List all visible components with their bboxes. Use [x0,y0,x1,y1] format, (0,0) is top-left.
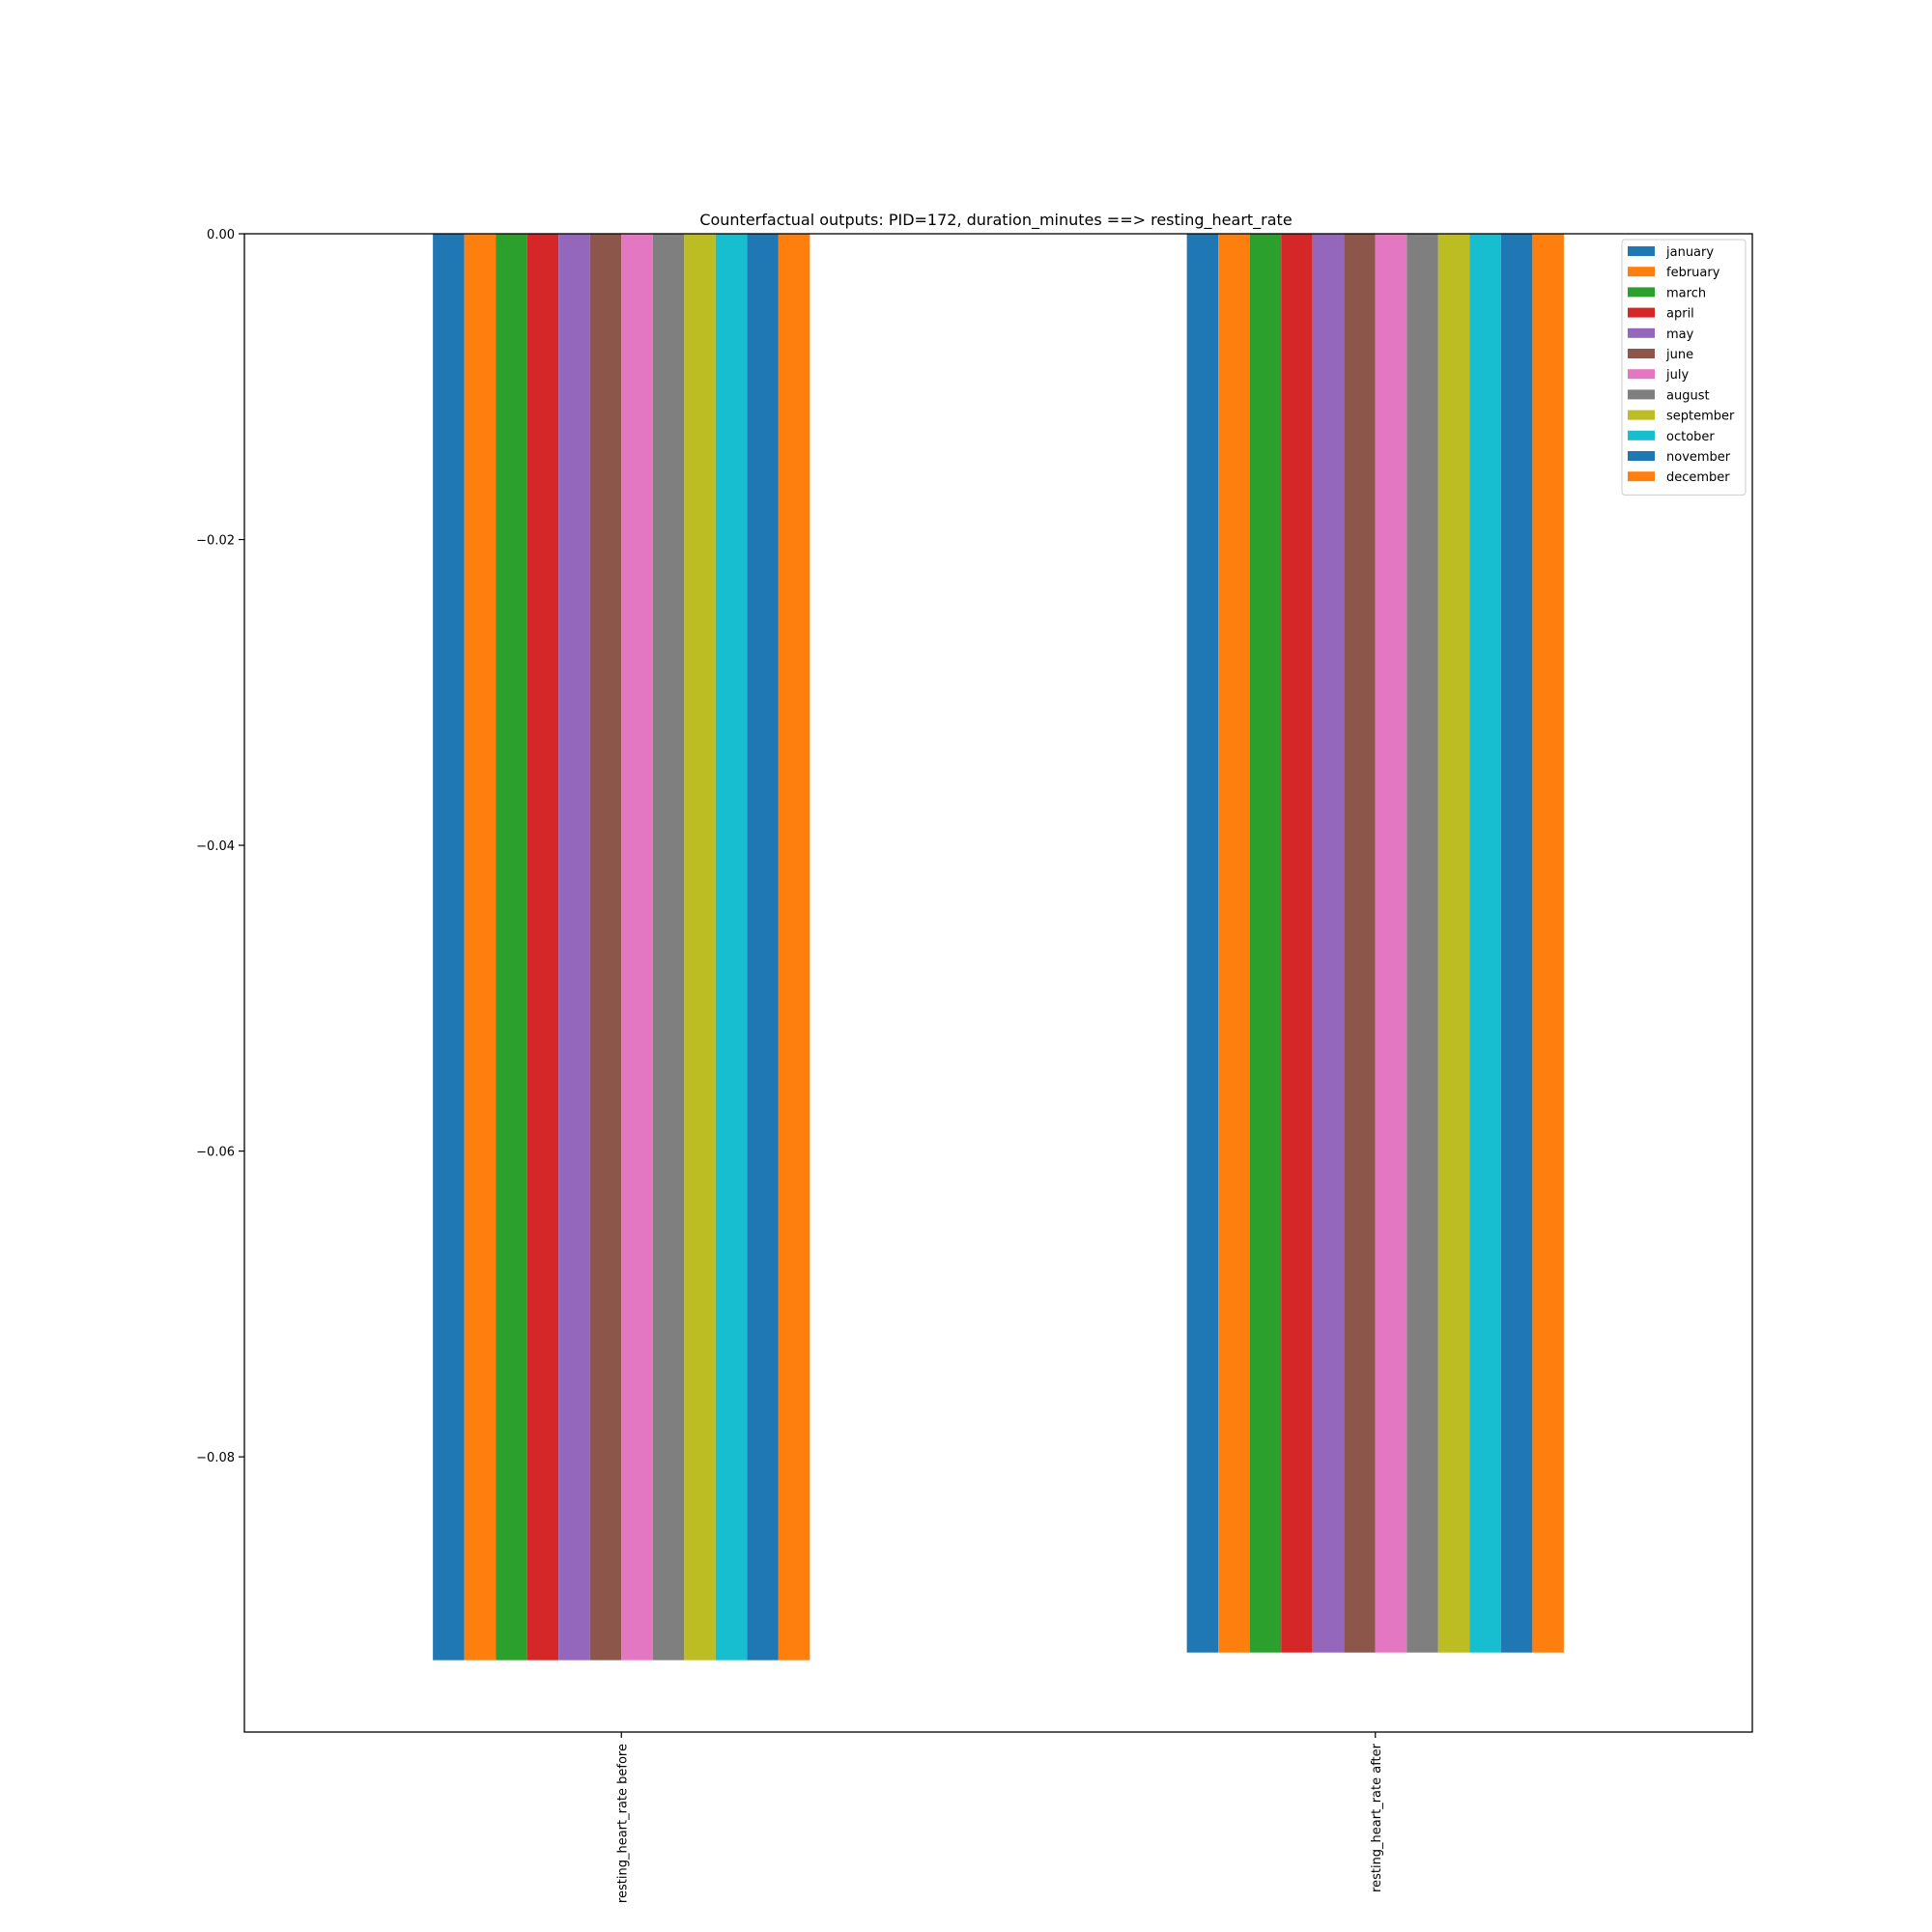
legend-label-november: november [1666,450,1731,465]
y-tick-label: −0.08 [196,1451,235,1466]
y-tick-label: −0.02 [196,533,235,549]
legend-swatch-april [1628,308,1655,318]
legend-swatch-july [1628,369,1655,379]
bar-september-after [1438,234,1470,1653]
legend-label-december: december [1666,470,1730,486]
bar-july-before [621,234,653,1661]
legend [1622,240,1746,495]
bar-may-before [558,234,590,1661]
legend-label-february: february [1666,266,1720,281]
legend-label-january: january [1666,245,1715,260]
legend-swatch-february [1628,267,1655,276]
bar-april-after [1281,234,1313,1653]
bar-february-after [1218,234,1250,1653]
bar-june-before [590,234,622,1661]
bar-july-after [1376,234,1407,1653]
bar-june-after [1344,234,1376,1653]
legend-swatch-june [1628,349,1655,358]
bar-february-before [465,234,497,1661]
legend-swatch-november [1628,451,1655,461]
legend-label-april: april [1666,306,1694,322]
bar-december-after [1532,234,1564,1653]
legend-swatch-january [1628,246,1655,256]
legend-swatch-december [1628,471,1655,481]
legend-label-may: may [1666,327,1694,342]
legend-swatch-may [1628,328,1655,338]
legend-swatch-august [1628,389,1655,399]
bar-march-before [496,234,527,1661]
legend-label-september: september [1666,409,1735,424]
bar-august-before [653,234,685,1661]
chart-title: Counterfactual outputs: PID=172, duration_minutes ==> resting_heart_rate [699,211,1293,229]
legend-swatch-october [1628,431,1655,440]
legend-label-june: june [1666,348,1694,362]
bar-march-after [1250,234,1282,1653]
bar-may-after [1313,234,1345,1653]
legend-swatch-september [1628,411,1655,420]
legend-label-august: august [1666,388,1710,404]
bar-april-before [527,234,559,1661]
y-tick-label: 0.00 [207,228,235,242]
bar-january-before [433,234,465,1661]
legend-label-july: july [1666,368,1690,384]
bar-november-after [1501,234,1533,1653]
bar-november-before [747,234,779,1661]
bar-january-after [1187,234,1219,1653]
legend-swatch-march [1628,287,1655,297]
y-tick-label: −0.04 [196,839,235,855]
x-tick-label: resting_heart_rate before [615,1744,631,1904]
bar-august-after [1406,234,1438,1653]
legend-label-march: march [1666,286,1707,301]
legend-label-october: october [1666,429,1715,444]
x-tick-label: resting_heart_rate after [1369,1744,1384,1892]
y-tick-label: −0.06 [196,1145,235,1160]
bar-september-before [684,234,716,1661]
bar-december-before [779,234,810,1661]
bar-october-after [1469,234,1501,1653]
bar-october-before [716,234,748,1661]
